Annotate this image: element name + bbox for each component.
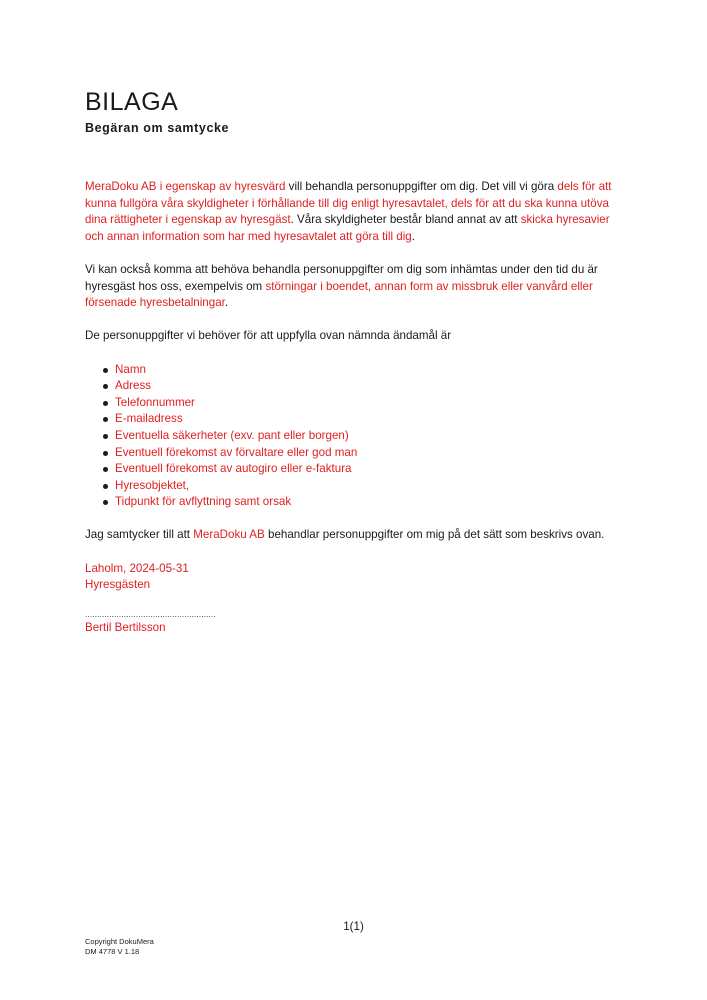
field-role[interactable]: Hyresgästen <box>85 578 151 592</box>
personal-data-list <box>85 362 625 511</box>
field-examples[interactable]: störningar i boendet, annan form av missbruk eller vanvård eller försenade hyresbetalningar <box>85 279 593 310</box>
footer-copyright: Copyright DokuMera <box>85 937 154 946</box>
paragraph-consent <box>85 527 625 544</box>
text-static: Jag samtycker till att <box>85 528 194 542</box>
text-static: vill behandla personuppgifter om dig. Det vill vi göra <box>285 180 558 193</box>
field-landlord[interactable]: MeraDoku AB i egenskap av hyresvärd <box>85 180 286 193</box>
footer <box>85 937 154 957</box>
document-subtitle: Begäran om samtycke <box>85 121 230 135</box>
field-signer-name[interactable]: Bertil Bertilsson <box>85 621 166 635</box>
paragraph-additional <box>85 262 625 312</box>
list-item[interactable]: Tidpunkt för avflyttning samt orsak <box>115 494 625 511</box>
list-item[interactable]: Eventuell förekomst av förvaltare eller god man <box>115 445 625 462</box>
list-item[interactable]: Eventuell förekomst av autogiro eller e-faktura <box>115 461 625 478</box>
document-title: BILAGA <box>85 88 179 116</box>
paragraph-purpose <box>85 179 625 245</box>
field-company-name[interactable]: MeraDoku AB <box>193 528 265 542</box>
signature-line: ...................................................... <box>85 610 216 620</box>
field-obligations[interactable]: skicka hyresavier och annan information som har med hyresavtalet att göra till dig <box>85 213 610 243</box>
page-number: 1(1) <box>343 920 364 933</box>
paragraph-list-intro: De personuppgifter vi behöver för att uppfylla ovan nämnda ändamål är <box>85 329 452 343</box>
text-static: . <box>411 229 415 243</box>
list-item[interactable]: Namn <box>115 362 625 379</box>
footer-version: DM 4778 V 1.18 <box>85 947 140 956</box>
list-item[interactable]: Telefonnummer <box>115 395 625 412</box>
text-static: . Våra skyldigheter består bland annat av att <box>290 213 521 227</box>
list-item[interactable]: Hyresobjektet, <box>115 478 625 495</box>
signature-block <box>85 561 625 637</box>
field-purpose[interactable]: dels för att kunna fullgöra våra skyldigheter i förhållande till dig enligt hyresavtalet, dels för att du ska kunna utöva dina rättigheter i egenskap av hyresgäst <box>85 180 612 227</box>
list-item[interactable]: E-mailadress <box>115 411 625 428</box>
text-static: . <box>224 296 229 310</box>
text-static: Vi kan också komma att behöva behandla personuppgifter om dig som inhämtas under den tid du är hyresgäst hos oss, exempelvis om <box>85 262 598 293</box>
field-place-date[interactable]: Laholm, 2024-05-31 <box>85 561 189 575</box>
list-item[interactable]: Eventuella säkerheter (exv. pant eller borgen) <box>115 428 625 445</box>
text-static: behandlar personuppgifter om mig på det sätt som beskrivs ovan. <box>264 528 605 542</box>
document-body <box>85 179 625 637</box>
list-item[interactable]: Adress <box>115 378 625 395</box>
